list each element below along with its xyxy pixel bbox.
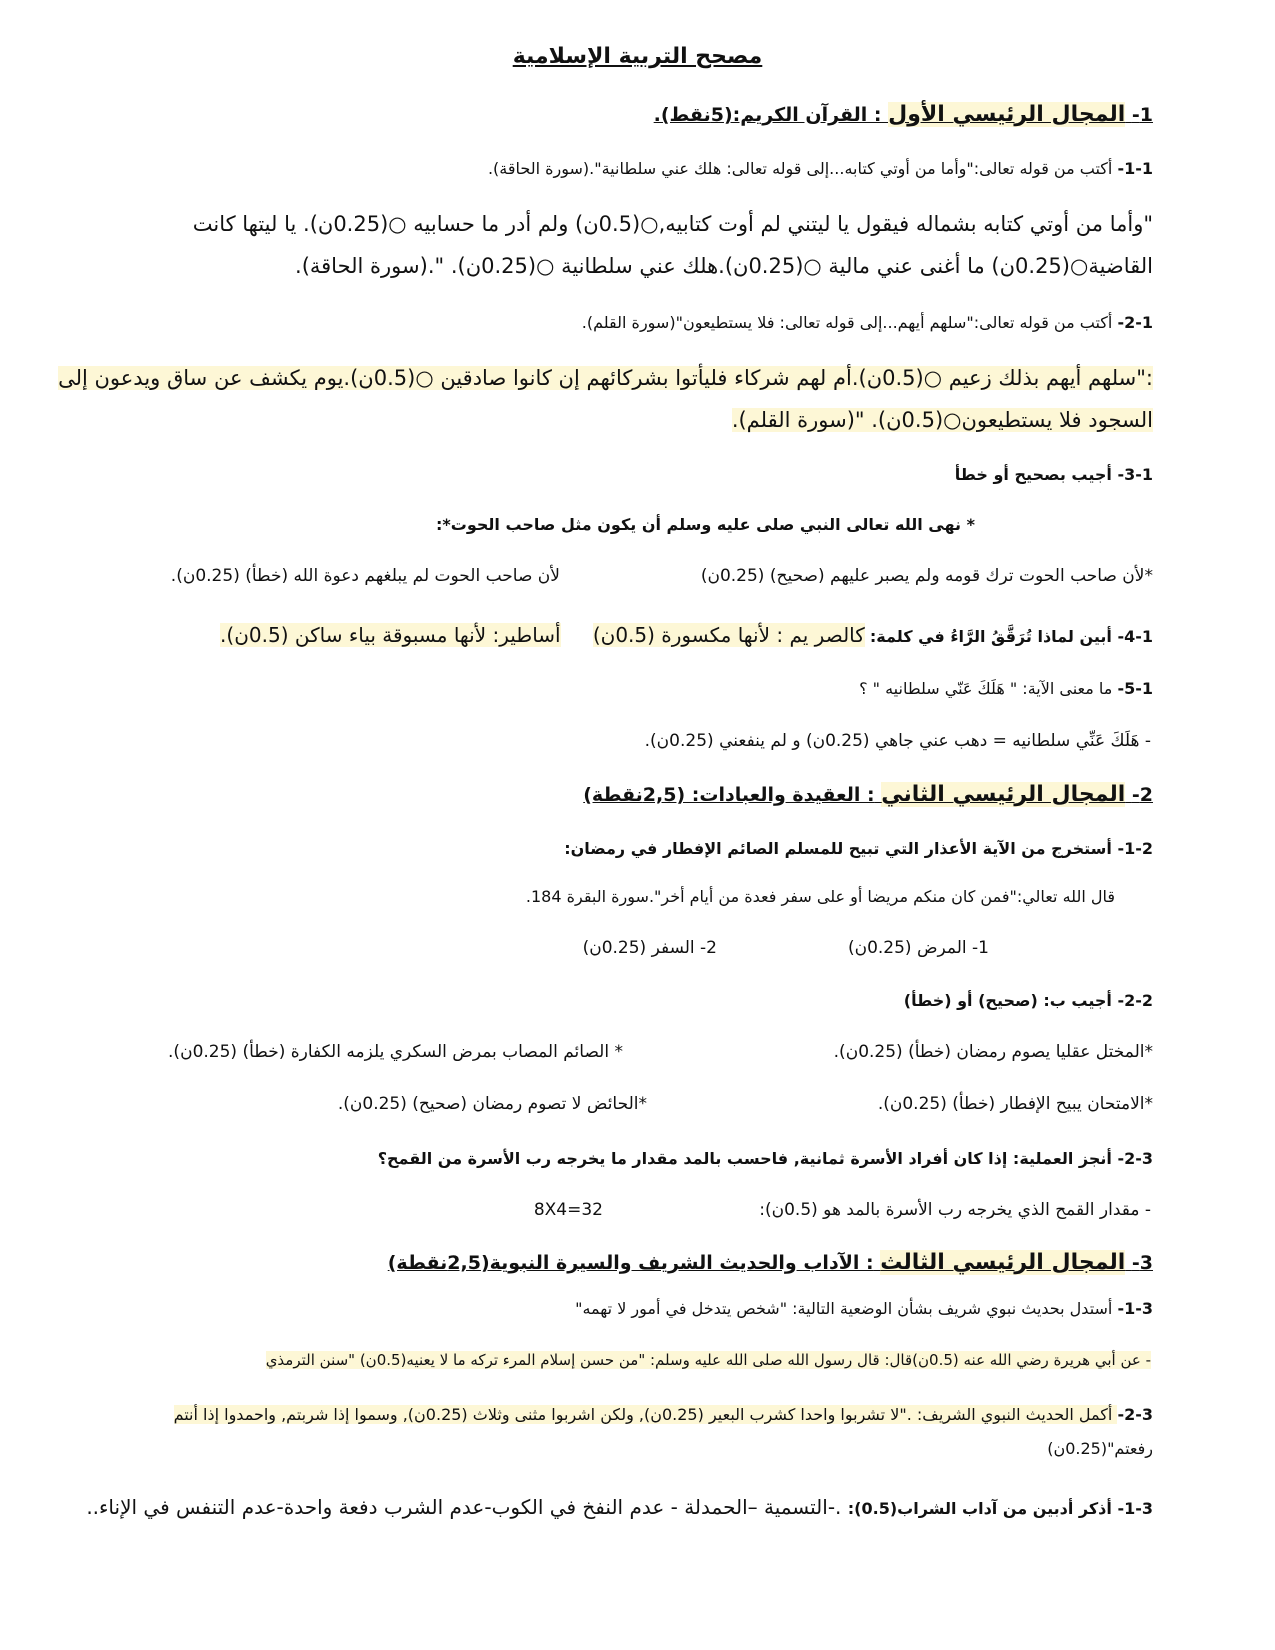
answer-1-3-a: *لأن صاحب الحوت ترك قومه ولم يصبر عليهم (صحيح) (0.25ن): [700, 566, 1153, 586]
question-3-2: 2-3- أكمل الحديث النبوي الشريف: ."لا تشربوا واحدا كشرب البعير (0.25ن), ولكن اشربوا مثنى وثلاث (0.25ن), وسموا إذا شربتم, واحمدوا إذا أنتم: [173, 1405, 1153, 1424]
section-number: 1-: [1131, 104, 1153, 126]
question-1-1: 1-1- أكتب من قوله تعالى:"وأما من أوتي كتابه...إلى قوله تعالى: هلك عني سلطانية".(سورة الحاقة).: [487, 159, 1153, 178]
section-subtitle: : الآداب والحديث الشريف والسيرة النبوية(2,5نقطة): [387, 1252, 874, 1274]
question-1-4: 4-1- أبين لماذا تُرَقَّقُ الرَّاءُ في كلمة: كالصر يم : لأنها مكسورة (0.5ن) أساطير: لأنها مسبوقة بياء ساكن (0.5ن).: [220, 623, 1153, 647]
question-3-1: 1-3- أستدل بحديث نبوي شريف بشأن الوضعية التالية: "شخص يتدخل في أمور لا تهمه": [575, 1299, 1153, 1318]
question-1-3: 3-1- أجيب بصحيح أو خطأ: [954, 465, 1153, 484]
question-2-1: 1-2- أستخرج من الآية الأعذار التي تبيح للمسلم الصائم الإفطار في رمضان:: [564, 839, 1153, 858]
answer-2-2-a: *المختل عقليا يصوم رمضان (خطأ) (0.25ن).: [833, 1042, 1153, 1062]
question-2-3: 2-3- أنجز العملية: إذا كان أفراد الأسرة ثمانية, فاحسب بالمد مقدار ما يخرجه رب الأسرة من القمح؟: [377, 1149, 1153, 1168]
statement-1-3: * نهى الله تعالى النبي صلى عليه وسلم أن يكون مثل صاحب الحوت*:: [435, 515, 975, 534]
answer-3-1: - عن أبي هريرة رضي الله عنه (0.5ن)قال: قال رسول الله صلى الله عليه وسلم: "من حسن إسلام المرء تركه ما لا يعنيه(0.5ن) "سنن الترمذي: [265, 1351, 1151, 1369]
answer-1-2-line-2: السجود فلا يستطيعون○(0.5ن). "(سورة القلم).: [731, 408, 1153, 432]
answer-2-2-b: * الصائم المصاب بمرض السكري يلزمه الكفارة (خطأ) (0.25ن).: [168, 1042, 623, 1062]
section-title: المجال الرئيسي الأول: [888, 102, 1126, 127]
answer-1-1-line-1: "وأما من أوتي كتابه بشماله فيقول يا ليتني لم أوت كتابيه,○(0.5ن) ولم أدر ما حسابيه ○(0.25ن). يا ليتها كانت: [192, 212, 1153, 236]
section-number: 3-: [1131, 1252, 1153, 1274]
answer-1-5: - هَلَكَ عَنِّي سلطانيه = دهب عني جاهي (0.25ن) و لم ينفعني (0.25ن).: [644, 731, 1151, 751]
answer-2-3: - مقدار القمح الذي يخرجه رب الأسرة بالمد هو (0.5ن):: [759, 1200, 1151, 1220]
answer-2-2-d: *الحائض لا تصوم رمضان (صحيح) (0.25ن).: [337, 1094, 647, 1114]
question-2-2: 2-2- أجيب ب: (صحيح) أو (خطأ): [903, 991, 1153, 1010]
answer-2-2-c: *الامتحان يبيح الإفطار (خطأ) (0.25ن).: [877, 1094, 1153, 1114]
section-2-heading: [60, 780, 1153, 810]
answer-2-1-b: 2- السفر (0.25ن): [582, 938, 717, 958]
section-number: 2-: [1131, 784, 1153, 806]
page-title: مصحح التربية الإسلامية: [512, 44, 763, 69]
question-3-2-line-2: رفعتم"(0.25ن): [1047, 1439, 1153, 1458]
section-1-heading: [60, 100, 1153, 130]
verse-2-1: قال الله تعالي:"فمن كان منكم مريضا أو على سفر فعدة من أيام أخر".سورة البقرة 184.: [525, 887, 1115, 906]
answer-2-1-a: 1- المرض (0.25ن): [847, 938, 989, 958]
question-1-2: 2-1- أكتب من قوله تعالى:"سلهم أيهم...إلى قوله تعالى: فلا يستطيعون"(سورة القلم).: [581, 313, 1153, 332]
question-3-3: 1-3- أذكر أدبين من آداب الشراب(0.5): .-التسمية –الحمدلة - عدم النفخ في الكوب-عدم الشرب دفعة واحدة-عدم التنفس في الإناء..: [86, 1495, 1153, 1519]
section-title: المجال الرئيسي الثالث: [880, 1250, 1126, 1275]
section-subtitle: : العقيدة والعبادات: (2,5نقطة): [583, 784, 875, 806]
answer-2-3-calc: 8X4=32: [533, 1200, 603, 1220]
answer-1-3-b: لأن صاحب الحوت لم يبلغهم دعوة الله (خطأ) (0.25ن).: [170, 566, 560, 586]
answer-1-1-line-2: القاضية○(0.25ن) ما أغنى عني مالية ○(0.25ن).هلك عني سلطانية ○(0.25ن). ".(سورة الحاقة).: [295, 254, 1153, 278]
section-title: المجال الرئيسي الثاني: [881, 782, 1126, 807]
question-1-5: 5-1- ما معنى الآية: " هَلَكَ عَنّي سلطانيه " ؟: [859, 679, 1153, 698]
answer-1-2-line-1: :"سلهم أيهم بذلك زعيم ○(0.5ن).أم لهم شركاء فليأتوا بشركائهم إن كانوا صادقين ○(0.5ن).يوم يكشف عن ساق ويدعون إلى: [58, 366, 1153, 390]
section-subtitle: : القرآن الكريم:(5نقط).: [653, 104, 882, 126]
section-3-heading: [60, 1248, 1153, 1278]
